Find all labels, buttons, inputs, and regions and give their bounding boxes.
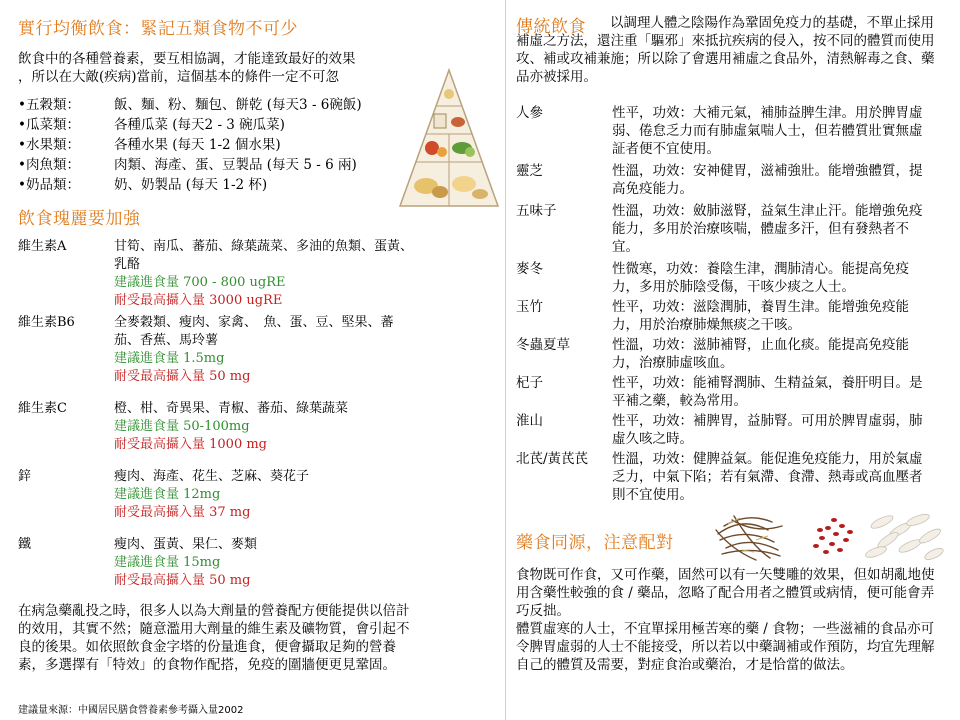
food-group-description: 各種瓜菜 (每天2 - 3 碗瓜菜) [114,117,285,133]
herb-name: 杞子 [516,375,543,391]
nutrient-item [18,238,418,310]
food-group-category: •奶品類： [18,177,80,193]
herb-item [516,260,946,296]
nutrient-foods: 瘦肉、蛋黃、果仁、麥類 [114,537,258,552]
nutrient-max: 耐受最高攝入量 3000 ugRE [114,293,283,308]
right-paragraph-2: 體質虛寒的人士，不宜單採用極苦寒的藥 / 食物；一些滋補的食品亦可令脾胃虛弱的人士不能接受，所以若以中藥調補或作預防，均宜先理解自己的體質及需要，對症食治或藥治，才是恰當的做法。 [516,621,935,673]
nutrient-max: 耐受最高攝入量 37 mg [114,505,251,520]
column-divider [505,0,506,720]
herb-item [516,104,946,158]
nutrient-max: 耐受最高攝入量 50 mg [114,573,251,588]
nutrient-recommended: 建議進食量 15mg [114,555,221,570]
nutrient-name: 維生素B6 [18,315,75,330]
herb-name: 靈芝 [516,163,543,179]
food-group-item [18,176,396,194]
food-group-description: 各種水果 (每天 1-2 個水果) [114,137,281,153]
nutrient-recommended: 建議進食量 1.5mg [114,351,225,366]
nutrient-recommended: 建議進食量 50-100mg [114,419,250,434]
herb-name: 北芪/黃芪芪 [516,451,589,467]
food-group-description: 奶、奶製品 (每天 1-2 杯) [114,177,268,193]
herb-text: 性溫，功效：滋肺補腎，止血化痰。能提高免疫能力，治療肺虛咳血。 [612,337,909,371]
herb-text: 性平，功效：補脾胃，益肺腎。可用於脾胃虛弱，肺虛久咳之時。 [612,413,923,447]
herb-item [516,202,946,256]
right-intro-block [516,12,946,92]
nutrient-foods: 全麥穀類、瘦肉、家禽、 魚、蛋、豆、堅果、蕃茄、香蕉、馬玲薯 [114,315,394,348]
food-group-item [18,156,396,174]
nutrient-name: 維生素A [18,239,67,254]
right-intro: 以調理人體之陰陽作為鞏固免疫力的基礎，不單止採用補虛之方法，還注重「驅邪」來抵抗疾病的侵入，按不同的體質而使用攻、補或攻補兼施；所以除了會選用補虛之食品外，清熱解毒之食、藥品亦被採用。 [516,15,935,85]
food-group-list [18,96,396,196]
left-intro-line1: 飲食中的各種營養素，要互相協調，才能達致最好的效果 [18,51,356,67]
herb-name: 五味子 [516,203,557,219]
nutrient-name: 鋅 [18,469,32,484]
nutrient-name: 鐵 [18,537,32,552]
right-section2-title: 藥食同源，注意配對 [516,533,674,553]
nutrient-foods: 橙、柑、奇異果、青椒、蕃茄、綠葉蔬菜 [114,401,349,416]
herb-name: 玉竹 [516,299,543,315]
herb-item [516,336,946,372]
herb-name: 冬蟲夏草 [516,337,570,353]
herb-name: 淮山 [516,413,543,429]
food-group-category: •水果類： [18,137,80,153]
herb-name: 麥冬 [516,261,543,277]
nutrient-max: 耐受最高攝入量 1000 mg [114,437,267,452]
nutrient-max: 耐受最高攝入量 50 mg [114,369,251,384]
herb-item [516,450,946,504]
source-note: 建議量來源：中國居民膳食營養素參考攝入量2002 [18,705,244,716]
food-group-item [18,116,396,134]
food-group-item [18,136,396,154]
left-section2-title: 飲食瑰麗要加強 [18,209,141,229]
nutrient-item [18,314,418,386]
food-group-item [18,96,396,114]
food-group-description: 飯、麵、粉、麵包、餅乾 (每天3 - 6碗飯) [114,97,362,113]
nutrient-item [18,400,418,454]
herb-text: 性溫，功效：斂肺滋腎，益氣生津止汗。能增強免疫能力，多用於治療咳喘，體虛多汗，但有發熱者不宜。 [612,203,923,255]
herb-text: 性平，功效：大補元氣，補肺益脾生津。用於脾胃虛弱、倦怠乏力而有肺虛氣喘人士，但若體質壯實無虛証者便不宜使用。 [612,105,923,157]
nutrient-recommended: 建議進食量 12mg [114,487,221,502]
herbs-image [712,506,948,564]
herb-item [516,374,946,410]
left-title: 實行均衡飲食：緊記五類食物不可少 [18,19,298,39]
herb-text: 性平，功效：滋陰潤肺，養胃生津。能增強免疫能力，用於治療肺燥無痰之干咳。 [612,299,909,333]
nutrient-item [18,536,418,590]
herb-text: 性平，功效：能補腎潤肺、生精益氣，養肝明目。是平補之藥，較為常用。 [612,375,923,409]
food-group-description: 肉類、海產、蛋、豆製品 (每天 5 - 6 兩) [114,157,357,173]
nutrient-item [18,468,418,522]
left-intro-line2: ，所以在大敵(疾病)當前，這個基本的條件一定不可忽 [18,69,340,85]
right-paragraph-1: 食物既可作食，又可作藥，固然可以有一矢雙雕的效果，但如胡亂地使用含藥性較強的食 / 藥品，忽略了配合用者之體質或病情，便可能會弄巧反拙。 [516,567,935,619]
herb-text: 性微寒，功效：養陰生津，潤肺清心。能提高免疫力，多用於肺陰受傷，干咳少痰之人士。 [612,261,909,295]
right-title: 傳統飲食 [516,17,586,37]
left-intro [18,50,396,86]
food-group-category: •瓜菜類： [18,117,80,133]
food-pyramid-image [396,66,502,212]
nutrient-name: 維生素C [18,401,67,416]
nutrient-foods: 甘筍、南瓜、蕃茄、綠葉蔬菜、多油的魚類、蛋黃、乳酪 [114,239,414,272]
herb-item [516,298,946,334]
herb-item [516,162,946,198]
nutrient-recommended: 建議進食量 700 - 800 ugRE [114,275,286,290]
food-group-category: •肉魚類： [18,157,80,173]
food-group-category: •五穀類： [18,97,80,113]
herb-text: 性溫，功效：安神健胃，滋補強壯。能增強體質，提高免疫能力。 [612,163,923,197]
herb-name: 人參 [516,105,543,121]
left-closing-paragraph: 在病急藥亂投之時，很多人以為大劑量的營養配方便能提供以倍計的效用，其實不然；隨意濫用大劑量的維生素及礦物質，會引起不良的後果。如依照飲食金字塔的份量進食，便會攝取足夠的營養素，多選擇有「特效」的食物作配搭，免疫的圍牆便更見鞏固。 [18,603,410,673]
herb-item [516,412,946,448]
nutrient-foods: 瘦肉、海產、花生、芝麻、葵花子 [114,469,310,484]
herb-text: 性溫，功效：健脾益氣。能促進免疫能力，用於氣虛乏力，中氣下陷；若有氣滯、食滯、熱毒或高血壓者則不宜使用。 [612,451,923,503]
